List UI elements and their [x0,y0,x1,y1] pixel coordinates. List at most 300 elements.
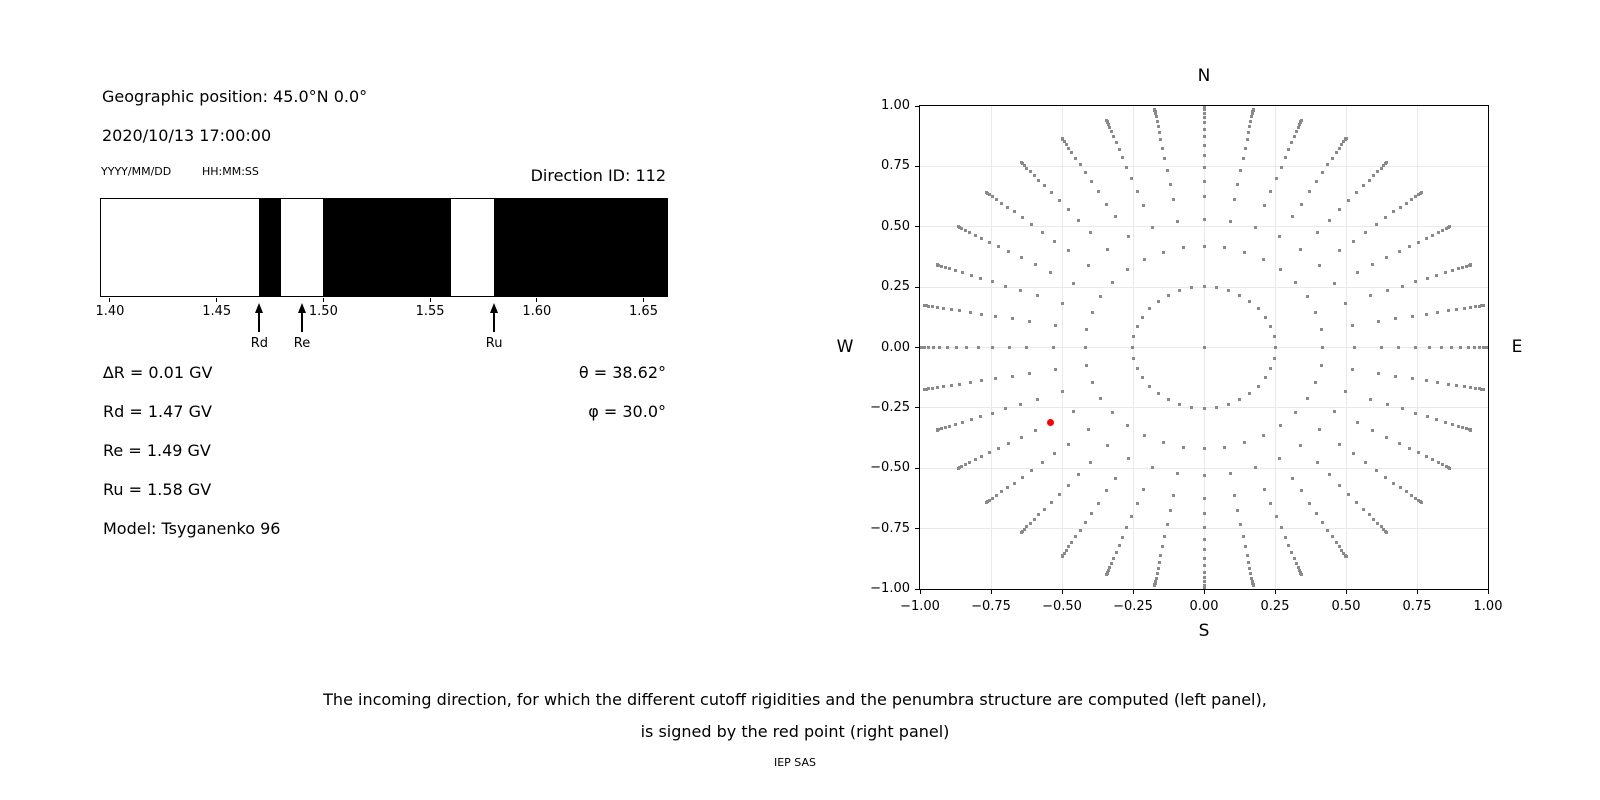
grid-dot [1036,294,1039,297]
grid-dot [1372,518,1375,521]
x-tick [1346,590,1347,594]
grid-dot [923,388,926,391]
grid-dot [997,447,1000,450]
grid-dot [1467,346,1470,349]
grid-dot [979,277,982,280]
grid-dot [988,451,991,454]
grid-dot [1425,455,1428,458]
grid-dot [1087,428,1090,431]
grid-dot [1143,434,1146,437]
grid-dot [950,308,953,311]
grid-dot [1030,223,1033,226]
grid-dot [1105,203,1108,206]
grid-dot [1025,346,1028,349]
grid-dot [1385,256,1388,259]
grid-dot [1345,137,1348,140]
grid-dot [1176,472,1179,475]
grid-dot [1457,267,1460,270]
grid-dot [1437,461,1440,464]
x-tick-label: −0.25 [1113,599,1153,614]
y-tick [915,528,919,529]
grid-dot [1316,461,1319,464]
x-tick-label: −0.50 [1042,599,1082,614]
grid-dot [932,346,935,349]
grid-dot [968,231,971,234]
grid-dot [1399,486,1402,489]
y-tick [915,166,919,167]
grid-dot [1077,219,1080,222]
grid-dot [1105,119,1108,122]
compass-label-north: N [1197,66,1211,86]
grid-dot [1474,305,1477,308]
grid-dot [991,195,994,198]
cutoff-arrow-label: Ru [485,336,503,351]
grid-dot [1236,183,1239,186]
grid-dot [1254,466,1257,469]
grid-dot [1249,572,1252,575]
grid-dot [1013,482,1016,485]
grid-dot [1203,154,1206,157]
grid-dot [1436,311,1439,314]
grid-dot [1130,177,1133,180]
grid-dot [1203,144,1206,147]
grid-dot [1091,311,1094,314]
grid-dot [1426,277,1429,280]
grid-dot [1437,231,1440,234]
grid-dot [1397,346,1400,349]
phi-value: φ = 30.0° [588,402,666,421]
grid-dot [1085,364,1088,367]
grid-dot [1159,138,1162,141]
grid-dot [1356,421,1359,424]
y-tick-label: −0.25 [870,399,910,415]
grid-dot [1355,191,1358,194]
y-tick-label: −0.75 [870,520,910,536]
grid-dot [1386,403,1389,406]
caption-line-1: The incoming direction, for which the different cutoff rigidities and the penumbra structure are computed (left panel), [323,690,1267,709]
grid-dot [961,271,964,274]
grid-dot [1028,320,1031,323]
grid-dot [1345,555,1348,558]
grid-dot [958,309,961,312]
grid-dot [1126,424,1129,427]
datetime-text: 2020/10/13 17:00:00 [102,126,272,145]
grid-dot [1338,249,1341,252]
grid-dot [1118,148,1121,151]
grid-dot [1156,572,1159,575]
grid-dot [1125,526,1128,529]
grid-dot [1295,562,1298,565]
grid-dot [1352,240,1355,243]
grid-dot [1020,531,1023,534]
grid-dot [1300,573,1303,576]
grid-dot [985,191,988,194]
grid-dot [1029,170,1032,173]
grid-dot [991,497,994,500]
grid-dot [1315,512,1318,515]
grid-dot [1203,106,1206,108]
grid-dot [1411,377,1414,380]
grid-dot [1025,167,1028,170]
grid-dot [1136,325,1139,328]
grid-dot [1257,385,1260,388]
grid-dot [1053,452,1056,455]
grid-dot [1377,320,1380,323]
grid-dot [948,267,951,270]
grid-dot [1115,141,1118,144]
grid-dot [1072,410,1075,413]
cutoff-arrow-label: Rd [250,336,268,351]
grid-dot [980,379,983,382]
rigidity-tick-label: 1.60 [522,304,552,319]
grid-dot [1227,289,1230,292]
grid-dot [1061,555,1064,558]
grid-dot [1114,477,1117,480]
grid-dot [1377,372,1380,375]
grid-dot [1444,421,1447,424]
x-tick-label: 0.50 [1331,599,1361,614]
grid-dot [1156,120,1159,123]
grid-dot [1161,545,1164,548]
grid-dot [1151,226,1154,229]
x-tick [991,590,992,594]
grid-dot [1368,179,1371,182]
grid-dot [1077,473,1080,476]
grid-dot [968,461,971,464]
grid-dot [1372,174,1375,177]
y-tick [915,407,919,408]
grid-dot [1203,497,1206,500]
grid-dot [1203,245,1206,248]
cutoff-arrow-stem [493,309,495,332]
grid-dot [1013,210,1016,213]
grid-dot [1284,156,1287,159]
x-tick-label: 0.75 [1402,599,1432,614]
grid-dot [1455,384,1458,387]
grid-dot [1371,263,1374,266]
grid-dot [1153,584,1156,587]
grid-dot [1447,309,1450,312]
grid-dot [1335,151,1338,154]
x-tick-label: −0.75 [971,599,1011,614]
grid-dot [1338,484,1341,487]
grid-dot [1141,316,1144,319]
grid-dot [1036,398,1039,401]
grid-dot [1244,545,1247,548]
grid-dot [1182,446,1185,449]
grid-dot [1320,364,1323,367]
direction-chart [836,66,1523,641]
grid-dot [1067,545,1070,548]
time-format-label: HH:MM:SS [202,165,259,178]
x-tick [1275,590,1276,594]
grid-dot [1161,147,1164,150]
grid-dot [1125,166,1128,169]
grid-dot [1020,256,1023,259]
grid-dot [1451,423,1454,426]
grid-dot [1362,508,1365,511]
grid-dot [950,384,953,387]
rigidity-tick-label: 1.50 [308,304,338,319]
grid-dot [1091,381,1094,384]
grid-dot [1079,529,1082,532]
grid-dot [1248,567,1251,570]
grid-dot [1176,220,1179,223]
grid-dot [1290,141,1293,144]
grid-dot [1157,392,1160,395]
grid-dot [1482,304,1485,307]
grid-dot [1084,171,1087,174]
grid-dot [1291,477,1294,480]
grid-dot [1254,226,1257,229]
grid-dot [1273,357,1276,360]
grid-dot [980,237,983,240]
grid-dot [1034,429,1037,432]
x-tick-label: 0.00 [1189,599,1219,614]
grid-dot [1457,425,1460,428]
grid-dot [1440,346,1443,349]
grid-dot [1136,502,1139,505]
grid-dot [1203,116,1206,119]
grid-dot [1469,386,1472,389]
grid-dot [1236,509,1239,512]
grid-dot [1203,346,1206,349]
rigidity-tick-label: 1.55 [415,304,445,319]
grid-dot [1233,198,1236,201]
grid-dot [1248,392,1251,395]
grid-dot [1461,266,1464,269]
grid-dot [958,383,961,386]
grid-dot [1461,426,1464,429]
grid-dot [1099,295,1102,298]
grid-dot [965,346,968,349]
grid-dot [1203,571,1206,574]
grid-dot [936,263,939,266]
grid-dot [1436,381,1439,384]
grid-dot [1293,557,1296,560]
grid-dot [927,346,930,349]
y-tick [915,287,919,288]
grid-dot [988,241,991,244]
x-tick-label: −1.00 [900,599,940,614]
grid-dot [1054,368,1057,371]
grid-dot [1033,518,1036,521]
grid-dot [1401,285,1404,288]
grid-dot [979,415,982,418]
grid-dot [1158,561,1161,564]
grid-dot [974,458,977,461]
grid-dot [1067,249,1070,252]
grid-dot [1308,502,1311,505]
grid-dot [1380,346,1383,349]
grid-dot [995,198,998,201]
grid-dot [1074,535,1077,538]
grid-dot [1203,180,1206,183]
grid-dot [1020,161,1023,164]
grid-dot [1151,466,1154,469]
rigidity-tick [216,298,217,302]
rigidity-tick-label: 1.65 [629,304,658,319]
grid-dot [1275,515,1278,518]
grid-dot [1321,171,1324,174]
grid-dot [1355,501,1358,504]
grid-dot [1263,488,1266,491]
grid-dot [1333,410,1336,413]
grid-dot [1252,584,1255,587]
grid-dot [1058,493,1061,496]
grid-dot [1351,324,1354,327]
grid-dot [1333,282,1336,285]
grid-dot [946,346,949,349]
grid-dot [1431,234,1434,237]
grid-dot [1111,411,1114,414]
grid-dot [1203,112,1206,115]
y-tick [915,589,919,590]
grid-dot [931,305,934,308]
grid-dot [1364,231,1367,234]
cutoff-arrow-stem [258,309,260,332]
grid-dot [1111,281,1114,284]
grid-dot [1148,385,1151,388]
cutoff-arrow-stem [301,309,303,332]
grid-dot [936,306,939,309]
grid-dot [1153,108,1156,111]
y-tick-label: 0.25 [881,279,910,295]
grid-dot [1067,484,1070,487]
grid-dot [1097,502,1100,505]
grid-dot [964,463,967,466]
grid-dot [1203,128,1206,131]
rd-value: Rd = 1.47 GV [103,402,212,421]
grid-dot [1431,458,1434,461]
grid-dot [1223,246,1226,249]
x-tick [1488,590,1489,594]
grid-dot [1166,523,1169,526]
grid-dot [1478,346,1481,349]
grid-dot [1167,294,1170,297]
grid-dot [1275,177,1278,180]
grid-dot [1157,300,1160,303]
grid-dot [1278,235,1281,238]
grid-dot [1318,264,1321,267]
x-tick [1133,590,1134,594]
grid-dot [969,311,972,314]
grid-dot [1108,126,1111,129]
x-tick-label: 0.25 [1260,599,1290,614]
penumbra-band [259,199,280,296]
rigidity-tick [536,298,537,302]
grid-dot [1269,190,1272,193]
grid-dot [1294,281,1297,284]
grid-dot [1114,215,1117,218]
grid-dot [977,346,980,349]
grid-dot [1299,248,1302,251]
grid-dot [1410,494,1413,497]
grid-dot [969,381,972,384]
grid-dot [1405,490,1408,493]
grid-dot [1264,316,1267,319]
grid-dot [1061,390,1064,393]
grid-dot [991,412,994,415]
grid-dot [1105,573,1108,576]
grid-dot [1061,137,1064,140]
grid-dot [964,229,967,232]
x-tick [1062,590,1063,594]
grid-dot [1410,198,1413,201]
grid-dot [1392,210,1395,213]
grid-dot [980,313,983,316]
grid-dot [1347,493,1350,496]
grid-dot [1247,131,1250,134]
grid-dot [1318,428,1321,431]
grid-dot [931,387,934,390]
grid-dot [1034,263,1037,266]
grid-dot [1090,512,1093,515]
grid-dot [1338,147,1341,150]
grid-dot [1369,398,1372,401]
grid-dot [1203,526,1206,529]
grid-dot [1435,274,1438,277]
compass-label-west: W [836,337,854,357]
grid-dot [1203,474,1206,477]
grid-dot [1380,167,1383,170]
grid-dot [1411,315,1414,318]
grid-dot [1203,564,1206,567]
grid-dot [1399,206,1402,209]
grid-dot [1295,130,1298,133]
grid-dot [1127,457,1130,460]
grid-dot [1203,538,1206,541]
grid-dot [1239,169,1242,172]
grid-dot [1248,125,1251,128]
grid-dot [1097,190,1100,193]
grid-dot [1444,271,1447,274]
grid-dot [1006,486,1009,489]
grid-dot [1099,397,1102,400]
grid-dot [1130,515,1133,518]
grid-dot [1299,444,1302,447]
grid-dot [1121,536,1124,539]
grid-dot [1007,442,1010,445]
grid-dot [1469,263,1472,266]
grid-dot [1203,121,1206,124]
grid-dot [1425,237,1428,240]
grid-dot [1425,313,1428,316]
grid-dot [1398,250,1401,253]
grid-dot [1279,424,1282,427]
grid-dot [1172,198,1175,201]
grid-dot [1142,488,1145,491]
grid-dot [1203,447,1206,450]
grid-dot [1347,199,1350,202]
grid-dot [1242,157,1245,160]
grid-dot [1203,512,1206,515]
grid-dot [1300,203,1303,206]
grid-dot [1463,385,1466,388]
grid-dot [920,346,922,349]
grid-dot [1308,190,1311,193]
grid-dot [1455,308,1458,311]
grid-dot [985,501,988,504]
grid-dot [1127,235,1130,238]
grid-dot [1428,346,1431,349]
grid-dot [1033,174,1036,177]
grid-dot [1041,461,1044,464]
compass-label-south: S [1198,621,1210,641]
grid-dot [1072,282,1075,285]
grid-dot [961,421,964,424]
grid-dot [1321,346,1324,349]
